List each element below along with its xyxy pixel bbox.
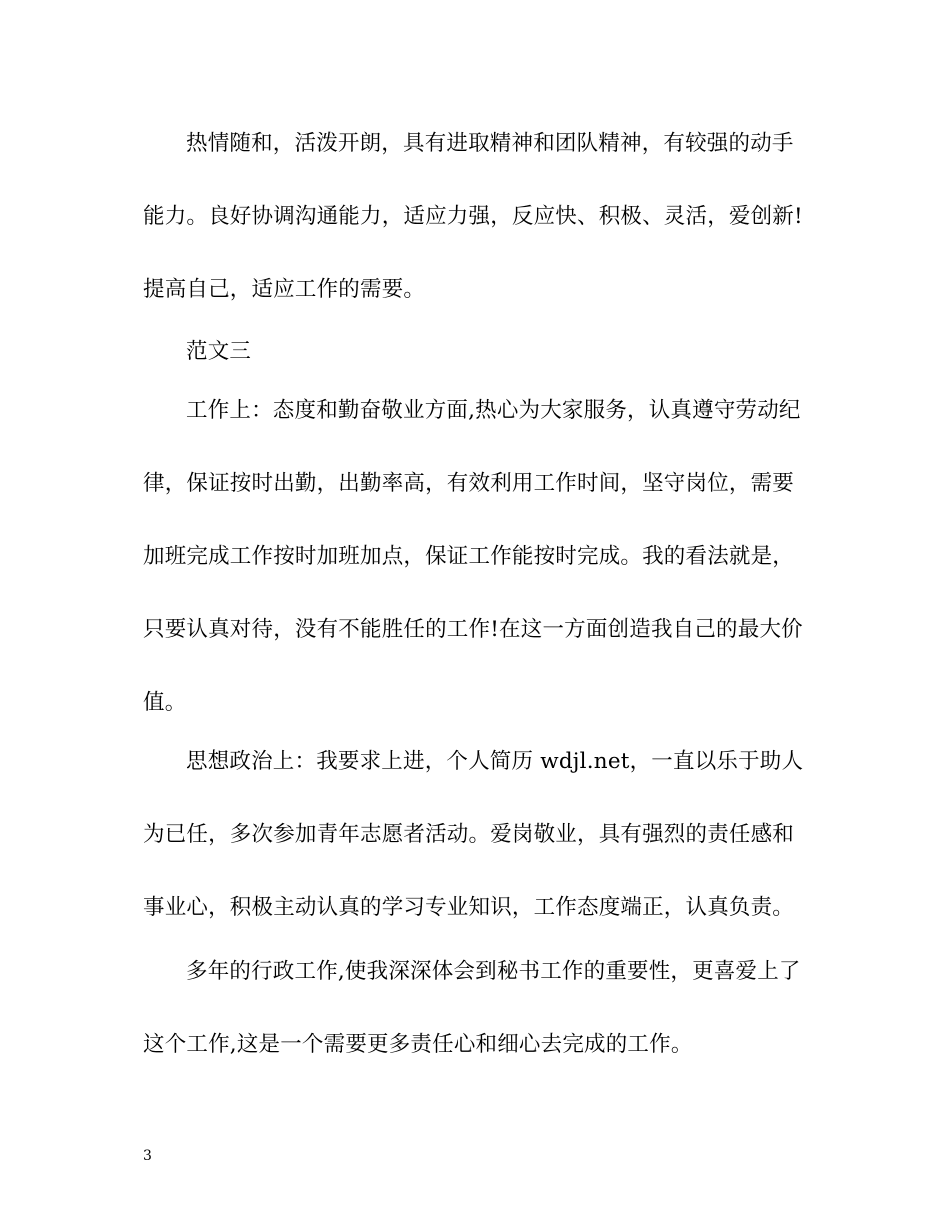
text-line: 多年的行政工作,使我深深体会到秘书工作的重要性，更喜爱上了 xyxy=(186,959,801,984)
section-heading: 范文三 xyxy=(186,339,252,364)
text-line: 值。 xyxy=(143,690,187,715)
text-line: 热情随和，活泼开朗，具有进取精神和团队精神，有较强的动手 xyxy=(186,131,794,156)
text-line: 提高自己，适应工作的需要。 xyxy=(143,277,426,302)
text-line: 工作上：态度和勤奋敬业方面,热心为大家服务，认真遵守劳动纪 xyxy=(186,398,801,423)
text-line: 思想政治上：我要求上进，个人简历 wdjl.net，一直以乐于助人 xyxy=(186,749,804,774)
page-number: 3 xyxy=(143,1148,152,1164)
text-line: 只要认真对待，没有不能胜任的工作!在这一方面创造我自己的最大价 xyxy=(143,617,803,642)
text-line: 为已任，多次参加青年志愿者活动。爱岗敬业，具有强烈的责任感和 xyxy=(143,822,795,847)
text-line: 这个工作,这是一个需要更多责任心和细心去完成的工作。 xyxy=(143,1032,693,1057)
text-line: 能力。良好协调沟通能力，适应力强，反应快、积极、灵活，爱创新! xyxy=(143,204,803,229)
text-line: 加班完成工作按时加班加点，保证工作能按时完成。我的看法就是， xyxy=(143,544,795,569)
text-line: 事业心，积极主动认真的学习专业知识，工作态度端正，认真负责。 xyxy=(143,895,795,920)
text-line: 律，保证按时出勤，出勤率高，有效利用工作时间，坚守岗位，需要 xyxy=(143,471,795,496)
